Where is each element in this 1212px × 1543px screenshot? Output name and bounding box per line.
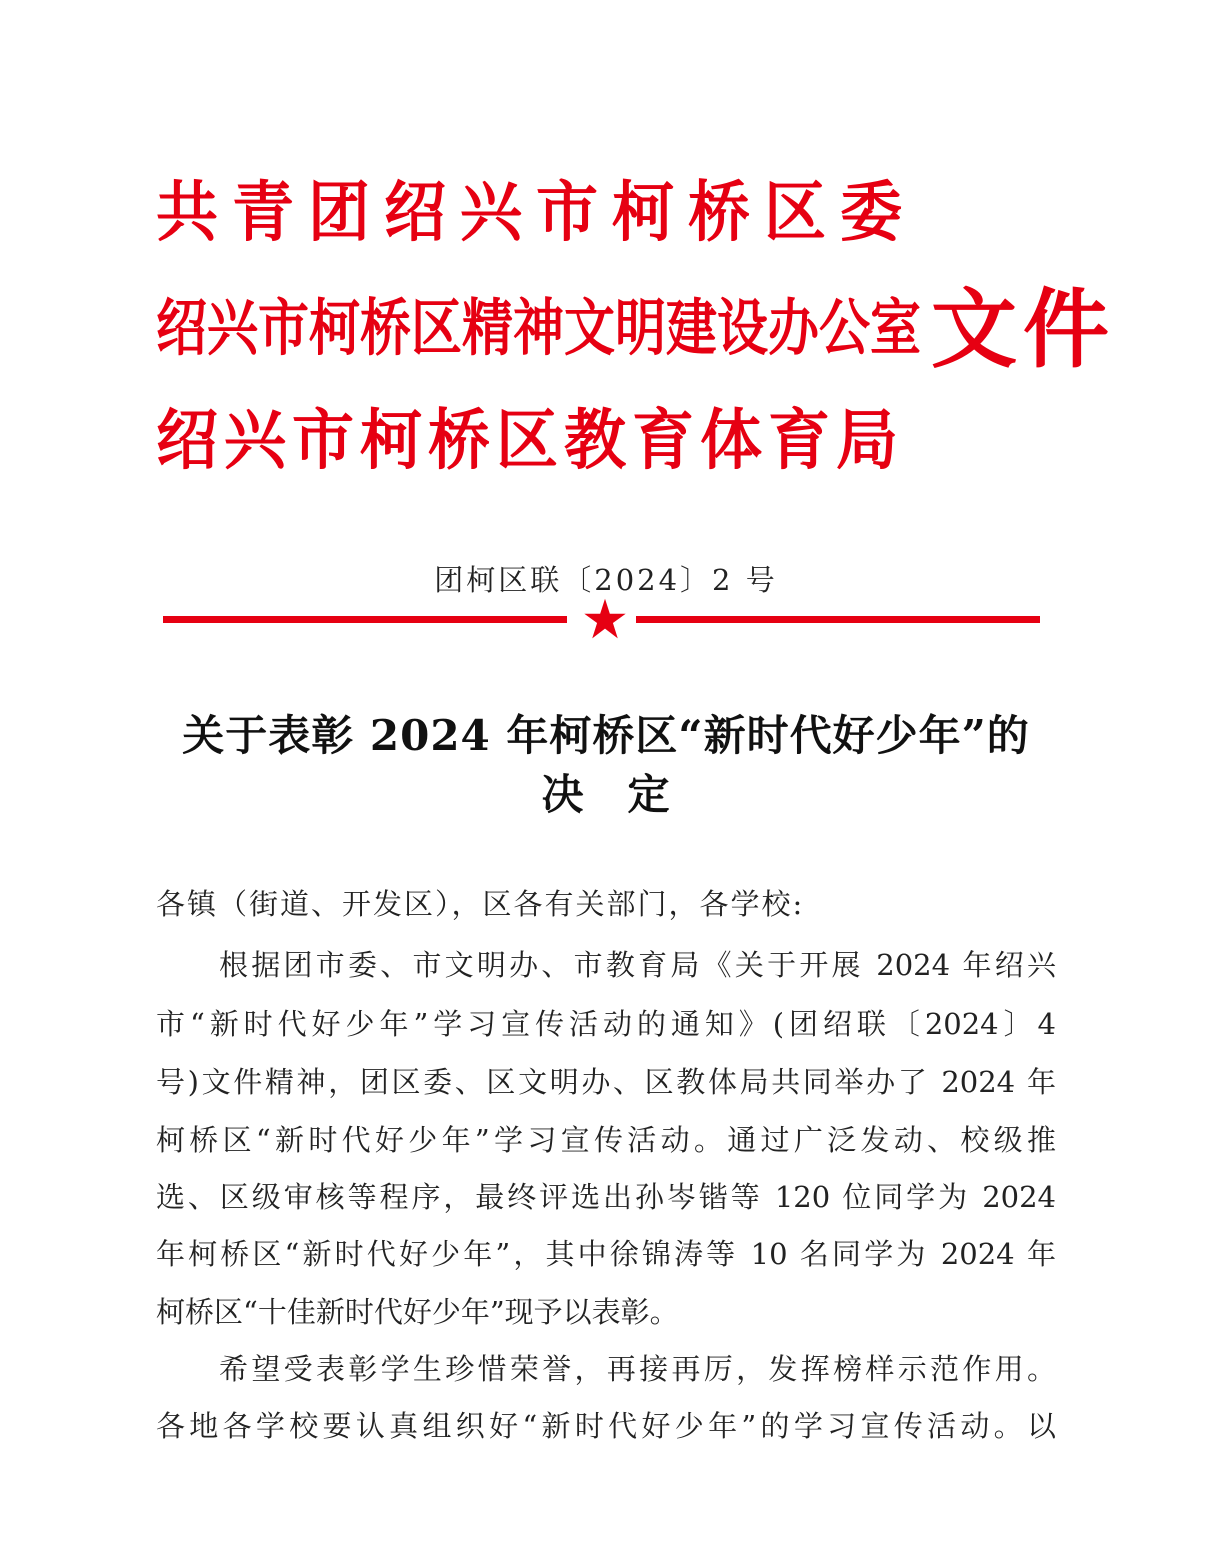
salutation: 各镇（街道、开发区），区各有关部门，各学校: (156, 887, 805, 921)
document-title-line-1: 关于表彰 2024 年柯桥区“新时代好少年”的 (182, 711, 1030, 760)
issuing-org-youth-league: 共青团绍兴市柯桥区委 (156, 173, 917, 251)
document-title-line-2: 决 定 (541, 770, 671, 819)
issuing-org-education-bureau: 绍兴市柯桥区教育体育局 (156, 401, 905, 479)
paragraph-1-line: 柯桥区“十佳新时代好少年”现予以表彰。 (156, 1295, 679, 1329)
document-number: 团柯区联〔2024〕2 号 (434, 563, 778, 597)
issuing-org-civilization-office: 绍兴市柯桥区精神文明建设办公室 (156, 293, 922, 365)
red-star-icon (583, 597, 627, 641)
paragraph-2-line: 各地各学校要认真组织好“新时代好少年”的学习宣传活动。以 (156, 1409, 1056, 1443)
paragraph-1-line: 根据团市委、市文明办、市教育局《关于开展 2024 年绍兴 (219, 948, 1056, 982)
document-header (156, 150, 1115, 480)
paragraph-1-line: 年柯桥区“新时代好少年”，其中徐锦涛等 10 名同学为 2024 年 (156, 1237, 1056, 1271)
red-divider-right (636, 616, 1040, 623)
paragraph-2-line: 希望受表彰学生珍惜荣誉，再接再厉，发挥榜样示范作用。 (219, 1352, 1056, 1386)
document-type-label: 文件 (931, 280, 1115, 380)
paragraph-1-line: 选、区级审核等程序，最终评选出孙岑锴等 120 位同学为 2024 (156, 1180, 1056, 1214)
paragraph-1-line: 柯桥区“新时代好少年”学习宣传活动。通过广泛发动、校级推 (156, 1123, 1056, 1157)
red-divider-left (163, 616, 567, 623)
paragraph-1-line: 号)文件精神，团区委、区文明办、区教体局共同举办了 2024 年 (156, 1065, 1056, 1099)
paragraph-1-line: 市“新时代好少年”学习宣传活动的通知》(团绍联〔2024〕4 (156, 1007, 1056, 1041)
